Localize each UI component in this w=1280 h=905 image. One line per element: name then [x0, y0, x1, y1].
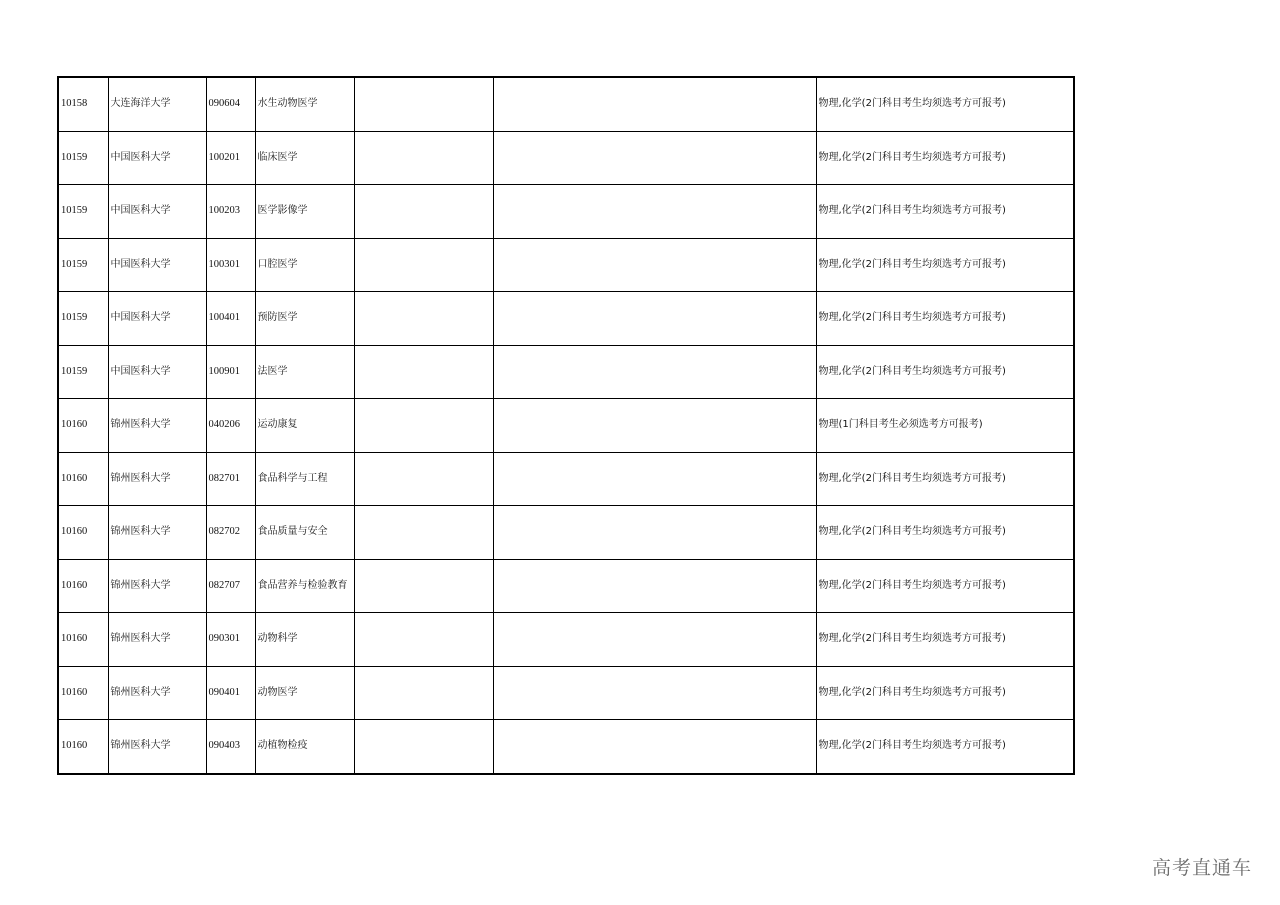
school-code-cell: 10160	[58, 666, 108, 720]
requirements-table	[57, 76, 1075, 775]
school-name-cell: 锦州医科大学	[108, 559, 206, 613]
empty-cell	[493, 720, 816, 774]
empty-cell	[493, 345, 816, 399]
subject-requirement-cell: 物理,化学(2门科目考生均须选考方可报考)	[816, 666, 1074, 720]
table-row	[58, 506, 1074, 560]
subject-requirement-cell: 物理,化学(2门科目考生均须选考方可报考)	[816, 452, 1074, 506]
major-code-cell: 090403	[206, 720, 255, 774]
school-name-cell: 中国医科大学	[108, 292, 206, 346]
major-code-cell: 100901	[206, 345, 255, 399]
major-name-cell: 水生动物医学	[255, 77, 354, 131]
school-code-cell: 10159	[58, 131, 108, 185]
school-code-cell: 10160	[58, 559, 108, 613]
empty-cell	[354, 559, 493, 613]
empty-cell	[354, 399, 493, 453]
table-row	[58, 292, 1074, 346]
empty-cell	[493, 452, 816, 506]
school-name-cell: 锦州医科大学	[108, 399, 206, 453]
watermark: 高考直通车	[1151, 857, 1252, 879]
empty-cell	[493, 77, 816, 131]
empty-cell	[354, 720, 493, 774]
subject-requirement-cell: 物理,化学(2门科目考生均须选考方可报考)	[816, 506, 1074, 560]
table-body	[58, 77, 1074, 774]
school-code-cell: 10159	[58, 292, 108, 346]
table-row	[58, 345, 1074, 399]
subject-requirement-cell: 物理,化学(2门科目考生均须选考方可报考)	[816, 238, 1074, 292]
major-name-cell: 食品质量与安全	[255, 506, 354, 560]
major-name-cell: 口腔医学	[255, 238, 354, 292]
major-code-cell: 090604	[206, 77, 255, 131]
major-name-cell: 医学影像学	[255, 185, 354, 239]
empty-cell	[493, 666, 816, 720]
school-name-cell: 锦州医科大学	[108, 720, 206, 774]
school-code-cell: 10160	[58, 506, 108, 560]
empty-cell	[354, 131, 493, 185]
empty-cell	[493, 292, 816, 346]
school-name-cell: 中国医科大学	[108, 345, 206, 399]
major-name-cell: 运动康复	[255, 399, 354, 453]
school-code-cell: 10160	[58, 720, 108, 774]
empty-cell	[493, 185, 816, 239]
major-name-cell: 食品营养与检验教育	[255, 559, 354, 613]
table-row	[58, 559, 1074, 613]
table-row	[58, 399, 1074, 453]
school-name-cell: 锦州医科大学	[108, 506, 206, 560]
empty-cell	[493, 399, 816, 453]
empty-cell	[354, 452, 493, 506]
major-name-cell: 食品科学与工程	[255, 452, 354, 506]
major-code-cell: 082702	[206, 506, 255, 560]
school-code-cell: 10158	[58, 77, 108, 131]
empty-cell	[493, 613, 816, 667]
school-code-cell: 10160	[58, 613, 108, 667]
table-row	[58, 720, 1074, 774]
major-code-cell: 100201	[206, 131, 255, 185]
major-name-cell: 动物科学	[255, 613, 354, 667]
school-code-cell: 10159	[58, 345, 108, 399]
subject-requirement-cell: 物理,化学(2门科目考生均须选考方可报考)	[816, 292, 1074, 346]
major-code-cell: 100301	[206, 238, 255, 292]
empty-cell	[354, 666, 493, 720]
major-code-cell: 090401	[206, 666, 255, 720]
major-name-cell: 预防医学	[255, 292, 354, 346]
school-name-cell: 中国医科大学	[108, 185, 206, 239]
subject-requirement-cell: 物理,化学(2门科目考生均须选考方可报考)	[816, 345, 1074, 399]
subject-requirement-cell: 物理,化学(2门科目考生均须选考方可报考)	[816, 559, 1074, 613]
empty-cell	[354, 185, 493, 239]
major-code-cell: 100401	[206, 292, 255, 346]
major-name-cell: 临床医学	[255, 131, 354, 185]
major-name-cell: 动植物检疫	[255, 720, 354, 774]
school-name-cell: 锦州医科大学	[108, 452, 206, 506]
table-row	[58, 77, 1074, 131]
major-name-cell: 法医学	[255, 345, 354, 399]
school-code-cell: 10160	[58, 399, 108, 453]
major-code-cell: 040206	[206, 399, 255, 453]
school-name-cell: 锦州医科大学	[108, 613, 206, 667]
major-code-cell: 082701	[206, 452, 255, 506]
school-code-cell: 10160	[58, 452, 108, 506]
major-code-cell: 090301	[206, 613, 255, 667]
subject-requirement-cell: 物理,化学(2门科目考生均须选考方可报考)	[816, 131, 1074, 185]
table-row	[58, 238, 1074, 292]
major-name-cell: 动物医学	[255, 666, 354, 720]
table-row	[58, 452, 1074, 506]
table-row	[58, 613, 1074, 667]
table-row	[58, 666, 1074, 720]
school-code-cell: 10159	[58, 185, 108, 239]
school-name-cell: 中国医科大学	[108, 131, 206, 185]
empty-cell	[493, 506, 816, 560]
subject-requirement-cell: 物理,化学(2门科目考生均须选考方可报考)	[816, 185, 1074, 239]
major-code-cell: 082707	[206, 559, 255, 613]
empty-cell	[354, 345, 493, 399]
empty-cell	[354, 77, 493, 131]
table-row	[58, 185, 1074, 239]
subject-requirement-cell: 物理(1门科目考生必须选考方可报考)	[816, 399, 1074, 453]
school-name-cell: 锦州医科大学	[108, 666, 206, 720]
empty-cell	[493, 559, 816, 613]
major-code-cell: 100203	[206, 185, 255, 239]
empty-cell	[493, 238, 816, 292]
school-code-cell: 10159	[58, 238, 108, 292]
empty-cell	[354, 238, 493, 292]
empty-cell	[354, 506, 493, 560]
school-name-cell: 中国医科大学	[108, 238, 206, 292]
empty-cell	[354, 613, 493, 667]
empty-cell	[354, 292, 493, 346]
subject-requirement-cell: 物理,化学(2门科目考生均须选考方可报考)	[816, 77, 1074, 131]
empty-cell	[493, 131, 816, 185]
school-name-cell: 大连海洋大学	[108, 77, 206, 131]
subject-requirement-cell: 物理,化学(2门科目考生均须选考方可报考)	[816, 613, 1074, 667]
subject-requirement-cell: 物理,化学(2门科目考生均须选考方可报考)	[816, 720, 1074, 774]
table-row	[58, 131, 1074, 185]
